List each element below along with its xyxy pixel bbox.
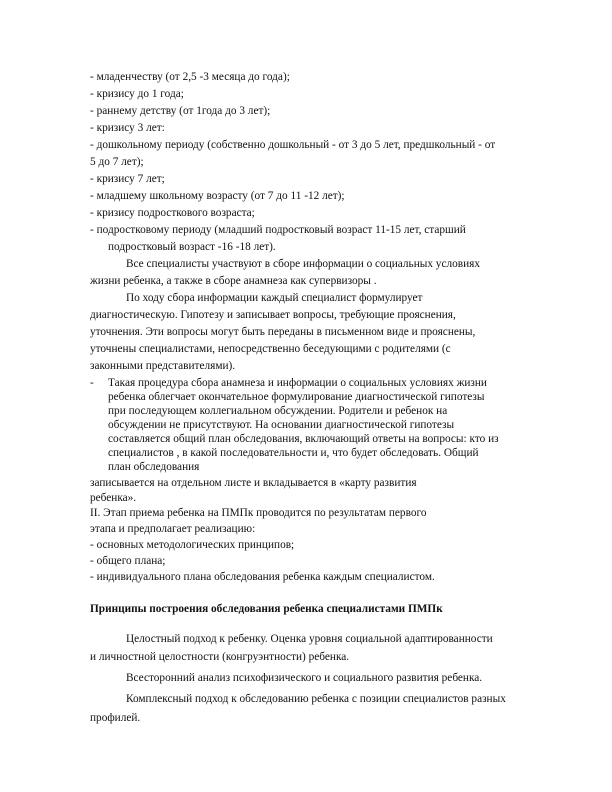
bullet-marker: - [90, 377, 94, 389]
stage-two-list-item: - индивидуального плана обследования ребенка каждым специалистом. [90, 571, 435, 583]
stage-two-list-item: - общего плана; [90, 555, 166, 567]
paragraph-line: записывается на отдельном листе и вкладывается в «карту развития [90, 477, 417, 489]
bullet-paragraph-line: составляется общий план обследования, включающий ответы на вопросы: кто из [108, 433, 499, 445]
principles-line: Целостный подход к ребенку. Оценка уровня социальной адаптированности [126, 633, 493, 645]
bullet-paragraph-line: ребенка облегчает окончательное формулирование диагностической гипотезы [108, 391, 485, 403]
age-list-item: - кризису 3 лет: [90, 122, 165, 134]
paragraph-line: По ходу сбора информации каждый специалист формулирует [126, 292, 423, 304]
stage-two-list-item: - основных методологических принципов; [90, 539, 295, 551]
principles-line: Всесторонний анализ психофизического и социального развития ребенка. [126, 672, 483, 684]
principles-line: и личностной целостности (конгруэнтности) ребенка. [90, 651, 350, 663]
stage-two-line: II. Этап приема ребенка на ПМПк проводится по результатам первого [90, 507, 427, 519]
bullet-paragraph-line: обсуждении не присутствуют. На основании диагностической гипотезы [108, 419, 455, 431]
paragraph-line: уточнения. Эти вопросы могут быть переданы в письменном виде и прояснены, [90, 326, 476, 338]
age-list-item: - младшему школьному возрасту (от 7 до 11 -12 лет); [90, 190, 345, 202]
age-list-item: - кризису 7 лет; [90, 173, 165, 185]
paragraph-line: ребенка». [90, 492, 137, 504]
paragraph-line: законными представителями). [90, 360, 236, 372]
age-list-item: - кризису подросткового возраста; [90, 207, 255, 219]
paragraph-line: Все специалисты участвуют в сборе информации о социальных условиях [126, 258, 480, 270]
bullet-paragraph-line: Такая процедура сбора анамнеза и информации о социальных условиях жизни [108, 377, 487, 389]
age-list-item: - младенчеству (от 2,5 -3 месяца до года); [90, 71, 290, 83]
age-list-item: - подростковому периоду (младший подростковый возраст 11-15 лет, старший [90, 224, 466, 236]
paragraph-line: уточнены специалистами, непосредственно беседующими с родителями (с [90, 343, 451, 355]
age-list-item-continuation: 5 до 7 лет); [90, 156, 144, 168]
principles-line: Комплексный подход к обследованию ребенка с позиции специалистов разных [126, 693, 506, 705]
age-list-item: - кризису до 1 года; [90, 88, 184, 100]
age-list-item: - раннему детству (от 1года до 3 лет); [90, 105, 271, 117]
age-list-item-continuation: подростковый возраст -16 -18 лет). [108, 241, 276, 253]
stage-two-line: этапа и предполагает реализацию: [90, 523, 256, 535]
paragraph-line: диагностическую. Гипотезу и записывает вопросы, требующие прояснения, [90, 309, 456, 321]
principles-heading: Принципы построения обследования ребенка специалистами ПМПк [90, 603, 443, 615]
bullet-paragraph-line: при последующем коллегиальном обсуждении. Родители и ребенок на [108, 405, 448, 417]
bullet-paragraph-line: специалистов , в какой последовательности и, что будет обследовать. Общий [108, 447, 479, 459]
paragraph-line: жизни ребенка, а также в сборе анамнеза как супервизоры . [90, 275, 377, 287]
principles-line: профилей. [90, 712, 141, 724]
age-list-item: - дошкольному периоду (собственно дошкольный - от 3 до 5 лет, предшкольный - от [90, 139, 496, 151]
bullet-paragraph-line: план обследования [108, 461, 200, 473]
